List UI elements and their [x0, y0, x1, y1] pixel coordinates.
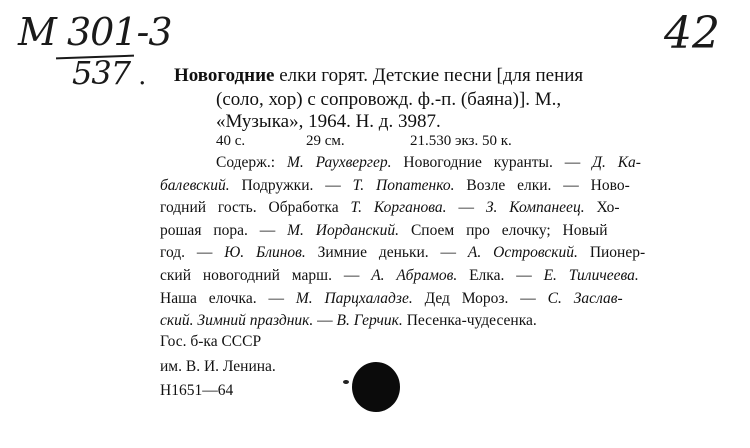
contents-author: М. Раухвергер.	[286, 154, 392, 171]
contents-text: Пионер-	[577, 244, 646, 262]
shelf-mark-dot: .	[138, 61, 146, 91]
contents-author: Ю. Блинов.	[224, 244, 306, 262]
contents-author: Е. Тиличеева.	[543, 267, 639, 284]
collation-pages: 40 с.	[216, 133, 246, 149]
contents-text: Елка. —	[457, 267, 544, 284]
contents-text: Новогодние куранты. —	[391, 154, 593, 171]
contents-line	[160, 242, 645, 265]
corner-mark: 42	[664, 8, 720, 59]
card-number: Н1651—64	[160, 382, 234, 399]
contents-text: год. —	[160, 244, 225, 262]
contents-author: Т. Попатенко.	[352, 176, 455, 194]
contents-line	[160, 197, 620, 220]
contents-text: —	[446, 199, 486, 217]
contents-text: Дед Мороз. —	[412, 289, 548, 307]
collation-print-run: 21.530 экз. 50 к.	[410, 133, 512, 149]
imprint-line-2: «Музыка», 1964. Н. д. 3987.	[216, 111, 441, 132]
collation-size: 29 см.	[306, 133, 345, 149]
ink-speck	[343, 380, 349, 384]
shelf-mark-bottom-text: 537	[72, 54, 131, 92]
contents-author: Зимний праздник.	[197, 312, 314, 330]
contents-author: М. Иорданский.	[287, 221, 400, 239]
contents-text: Содерж.:	[216, 154, 287, 171]
contents-text: ский новогодний марш. —	[160, 267, 372, 284]
contents-line	[160, 310, 537, 333]
contents-line	[160, 220, 608, 243]
contents-line	[160, 288, 623, 311]
title-line	[174, 66, 583, 86]
contents-author: В. Герчик.	[336, 312, 403, 330]
contents-text: Песенка-чудесенка.	[402, 312, 537, 330]
contents-text: Зимние деньки. —	[305, 244, 468, 262]
contents-line	[160, 175, 630, 198]
title-bold: Новогодние	[174, 65, 275, 86]
contents-author: Д. Ка-	[592, 154, 641, 171]
contents-line	[216, 152, 641, 175]
contents-author: Т. Корганова.	[350, 199, 447, 217]
shelf-mark-bottom	[72, 54, 145, 92]
shelf-mark-top: М 301-3	[18, 10, 172, 54]
contents-author: З. Компанеец.	[485, 199, 585, 217]
contents-text: —	[313, 312, 337, 330]
contents-text: Хо-	[584, 199, 620, 217]
contents-author: ский.	[160, 312, 194, 330]
contents-author: балевский.	[160, 176, 230, 194]
contents-text: годний гость. Обработка	[160, 199, 351, 217]
library-line-1: Гос. б-ка СССР	[160, 333, 262, 350]
imprint-line-1: (соло, хор) с сопровожд. ф.-п. (баяна)]. М.,	[216, 89, 562, 110]
contents-text: рошая пора. —	[160, 221, 288, 239]
contents-text: Наша елочка. —	[160, 289, 296, 307]
title-rest: елки горят. Детские песни [для пения	[274, 65, 584, 86]
library-line-2: им. В. И. Ленина.	[160, 358, 276, 375]
contents-author: С. Заслав-	[547, 289, 623, 307]
contents-text: Возле елки. — Ново-	[454, 176, 630, 194]
contents-text: Подружки. —	[229, 176, 353, 194]
contents-author: А. Островский.	[467, 244, 578, 262]
contents-author: М. Парцхаладзе.	[295, 289, 413, 307]
contents-line	[160, 265, 639, 288]
contents-text: Споем про елочку; Новый	[399, 221, 608, 239]
contents-author: А. Абрамов.	[371, 267, 458, 284]
ink-blot	[352, 362, 400, 412]
